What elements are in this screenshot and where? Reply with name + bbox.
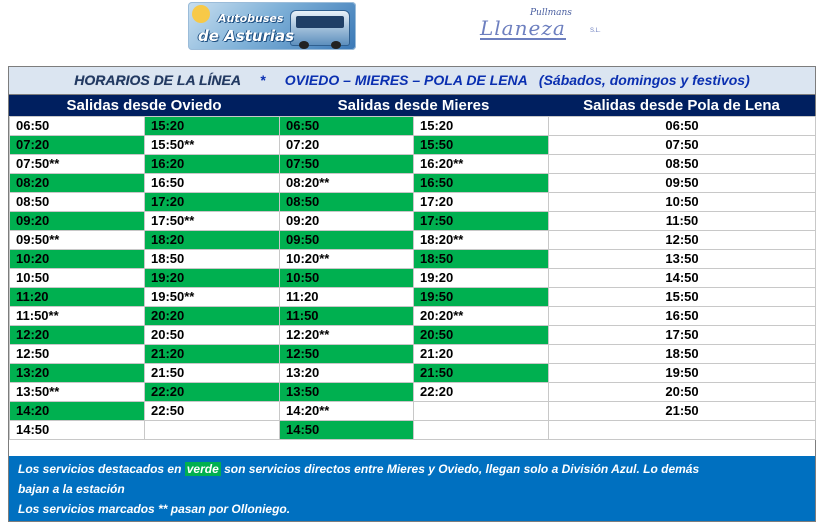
logo-right-suffix: S.L. <box>590 28 601 34</box>
logo-right-big: Llaneza <box>480 16 566 40</box>
mieres-time-cell: 07:20 <box>280 136 414 155</box>
note1-highlight: verde <box>186 462 219 476</box>
oviedo-time-cell: 22:50 <box>145 402 280 421</box>
title-separator: * <box>259 72 266 88</box>
table-row <box>10 193 816 212</box>
lena-time-cell <box>549 421 816 440</box>
table-row <box>10 402 816 421</box>
oviedo-time-cell: 14:20 <box>10 402 145 421</box>
table-row <box>10 212 816 231</box>
autobuses-de-asturias-logo <box>188 2 356 50</box>
oviedo-time-cell: 13:20 <box>10 364 145 383</box>
logo-left-line1: Autobuses <box>218 12 284 25</box>
table-row <box>10 155 816 174</box>
lena-time-cell: 09:50 <box>549 174 816 193</box>
oviedo-time-cell: 20:50 <box>145 326 280 345</box>
oviedo-time-cell: 16:20 <box>145 155 280 174</box>
table-row <box>10 345 816 364</box>
mieres-time-cell: 08:50 <box>280 193 414 212</box>
schedule-table <box>9 116 816 440</box>
mieres-time-cell: 12:50 <box>280 345 414 364</box>
oviedo-time-cell: 19:20 <box>145 269 280 288</box>
lena-time-cell: 06:50 <box>549 117 816 136</box>
oviedo-time-cell: 09:20 <box>10 212 145 231</box>
table-row <box>10 136 816 155</box>
lena-time-cell: 11:50 <box>549 212 816 231</box>
lena-time-cell: 07:50 <box>549 136 816 155</box>
header-mieres: Salidas desde Mieres <box>279 95 548 116</box>
bus-icon <box>290 10 350 46</box>
mieres-time-cell: 07:50 <box>280 155 414 174</box>
table-row <box>10 421 816 440</box>
oviedo-time-cell: 12:20 <box>10 326 145 345</box>
lena-time-cell: 14:50 <box>549 269 816 288</box>
oviedo-time-cell: 17:20 <box>145 193 280 212</box>
mieres-time-cell: 14:50 <box>280 421 414 440</box>
mieres-time-cell: 19:50 <box>414 288 549 307</box>
table-row <box>10 117 816 136</box>
notes-box <box>9 456 815 521</box>
oviedo-time-cell: 11:20 <box>10 288 145 307</box>
mieres-time-cell: 17:20 <box>414 193 549 212</box>
mieres-time-cell: 08:20** <box>280 174 414 193</box>
mieres-time-cell: 21:20 <box>414 345 549 364</box>
lena-time-cell: 08:50 <box>549 155 816 174</box>
mieres-time-cell: 15:50 <box>414 136 549 155</box>
mieres-time-cell: 09:50 <box>280 231 414 250</box>
mieres-time-cell: 17:50 <box>414 212 549 231</box>
note-line-2: bajan a la estación <box>18 482 125 496</box>
oviedo-time-cell: 19:50** <box>145 288 280 307</box>
mieres-time-cell: 21:50 <box>414 364 549 383</box>
oviedo-time-cell: 21:50 <box>145 364 280 383</box>
mieres-time-cell: 19:20 <box>414 269 549 288</box>
logo-right-small: Pullmans <box>530 8 572 18</box>
mieres-time-cell: 09:20 <box>280 212 414 231</box>
header-lena: Salidas desde Pola de Lena <box>548 95 815 116</box>
note1-after: son servicios directos entre Mieres y Oviedo, llegan solo a División Azul. Lo demás <box>220 462 700 476</box>
oviedo-time-cell: 06:50 <box>10 117 145 136</box>
oviedo-time-cell: 09:50** <box>10 231 145 250</box>
oviedo-time-cell: 15:50** <box>145 136 280 155</box>
table-row <box>10 231 816 250</box>
mieres-time-cell <box>414 402 549 421</box>
oviedo-time-cell: 08:20 <box>10 174 145 193</box>
table-row <box>10 364 816 383</box>
mieres-time-cell: 10:50 <box>280 269 414 288</box>
title-days: (Sábados, domingos y festivos) <box>538 72 750 88</box>
oviedo-time-cell: 16:50 <box>145 174 280 193</box>
table-row <box>10 288 816 307</box>
oviedo-time-cell: 07:50** <box>10 155 145 174</box>
mieres-time-cell: 10:20** <box>280 250 414 269</box>
title-route: OVIEDO – MIERES – POLA DE LENA <box>284 72 528 88</box>
table-row <box>10 383 816 402</box>
lena-time-cell: 19:50 <box>549 364 816 383</box>
lena-time-cell: 16:50 <box>549 307 816 326</box>
note-line-3: Los servicios marcados ** pasan por Olloniego. <box>18 502 291 516</box>
oviedo-time-cell: 18:50 <box>145 250 280 269</box>
lena-time-cell: 13:50 <box>549 250 816 269</box>
lena-time-cell: 21:50 <box>549 402 816 421</box>
table-row <box>10 307 816 326</box>
oviedo-time-cell: 18:20 <box>145 231 280 250</box>
mieres-time-cell: 11:50 <box>280 307 414 326</box>
schedule-title <box>9 67 815 95</box>
note-line-1 <box>18 459 815 479</box>
oviedo-time-cell: 10:20 <box>10 250 145 269</box>
lena-time-cell: 20:50 <box>549 383 816 402</box>
note1-before: Los servicios destacados en <box>18 462 185 476</box>
oviedo-time-cell: 17:50** <box>145 212 280 231</box>
mieres-time-cell: 14:20** <box>280 402 414 421</box>
mieres-time-cell: 11:20 <box>280 288 414 307</box>
oviedo-time-cell <box>145 421 280 440</box>
mieres-time-cell: 06:50 <box>280 117 414 136</box>
oviedo-time-cell: 08:50 <box>10 193 145 212</box>
mieres-time-cell: 12:20** <box>280 326 414 345</box>
oviedo-time-cell: 07:20 <box>10 136 145 155</box>
mieres-time-cell <box>414 421 549 440</box>
mieres-time-cell: 22:20 <box>414 383 549 402</box>
mieres-time-cell: 13:50 <box>280 383 414 402</box>
oviedo-time-cell: 21:20 <box>145 345 280 364</box>
oviedo-time-cell: 12:50 <box>10 345 145 364</box>
table-row <box>10 326 816 345</box>
table-row <box>10 174 816 193</box>
oviedo-time-cell: 20:20 <box>145 307 280 326</box>
header-oviedo: Salidas desde Oviedo <box>9 95 279 116</box>
oviedo-time-cell: 14:50 <box>10 421 145 440</box>
mieres-time-cell: 20:50 <box>414 326 549 345</box>
mieres-time-cell: 16:20** <box>414 155 549 174</box>
mieres-time-cell: 15:20 <box>414 117 549 136</box>
oviedo-time-cell: 10:50 <box>10 269 145 288</box>
mieres-time-cell: 20:20** <box>414 307 549 326</box>
oviedo-time-cell: 11:50** <box>10 307 145 326</box>
lena-time-cell: 17:50 <box>549 326 816 345</box>
mieres-time-cell: 18:20** <box>414 231 549 250</box>
title-heading: HORARIOS DE LA LÍNEA <box>74 72 241 88</box>
oviedo-time-cell: 22:20 <box>145 383 280 402</box>
logo-left-line2: de Asturias <box>198 27 295 45</box>
mieres-time-cell: 16:50 <box>414 174 549 193</box>
lena-time-cell: 18:50 <box>549 345 816 364</box>
oviedo-time-cell: 15:20 <box>145 117 280 136</box>
lena-time-cell: 10:50 <box>549 193 816 212</box>
mieres-time-cell: 18:50 <box>414 250 549 269</box>
table-row <box>10 250 816 269</box>
oviedo-time-cell: 13:50** <box>10 383 145 402</box>
table-row <box>10 269 816 288</box>
lena-time-cell: 12:50 <box>549 231 816 250</box>
mieres-time-cell: 13:20 <box>280 364 414 383</box>
lena-time-cell: 15:50 <box>549 288 816 307</box>
pullmans-llaneza-logo <box>480 8 602 46</box>
sun-icon <box>192 5 210 23</box>
